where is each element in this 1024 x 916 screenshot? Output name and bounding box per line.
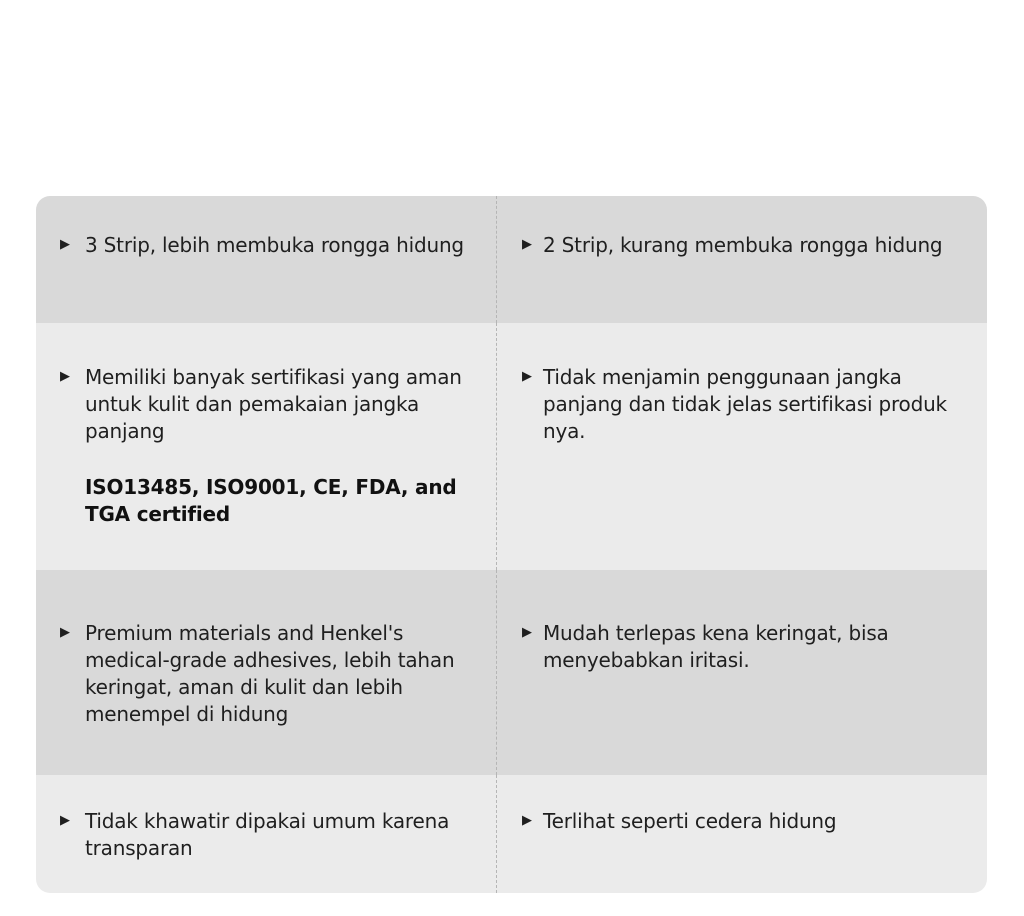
triangle-right-icon: ▶ (522, 369, 532, 384)
certification-text: ISO13485, ISO9001, CE, FDA, and TGA certified (85, 475, 457, 526)
triangle-right-icon: ▶ (60, 369, 70, 384)
cell-text: Terlihat seperti cedera hidung (543, 809, 837, 833)
triangle-right-icon: ▶ (522, 625, 532, 640)
cell-text: Premium materials and Henkel's medical-grade adhesives, lebih tahan keringat, aman di kulit dan lebih menempel di hidung (85, 621, 455, 726)
cell-text: Memiliki banyak sertifikasi yang aman untuk kulit dan pemakaian jangka panjang (85, 365, 462, 443)
cell-right (497, 775, 987, 893)
cell-right (497, 196, 987, 323)
comparison-table (36, 196, 987, 893)
triangle-right-icon: ▶ (522, 813, 532, 828)
cell-left (36, 775, 497, 893)
cell-text: Tidak khawatir dipakai umum karena transparan (85, 809, 450, 860)
cell-right (497, 323, 987, 570)
comparison-row (36, 196, 987, 323)
cell-right (497, 570, 987, 775)
comparison-row (36, 570, 987, 775)
triangle-right-icon: ▶ (60, 237, 70, 252)
triangle-right-icon: ▶ (60, 625, 70, 640)
cell-text: Mudah terlepas kena keringat, bisa menyebabkan iritasi. (543, 621, 889, 672)
cell-text: 2 Strip, kurang membuka rongga hidung (543, 233, 943, 257)
triangle-right-icon: ▶ (60, 813, 70, 828)
comparison-row (36, 775, 987, 893)
cell-text: 3 Strip, lebih membuka rongga hidung (85, 233, 464, 257)
triangle-right-icon: ▶ (522, 237, 532, 252)
cell-left (36, 196, 497, 323)
cell-left (36, 570, 497, 775)
cell-text: Tidak menjamin penggunaan jangka panjang dan tidak jelas sertifikasi produk nya. (543, 365, 947, 443)
comparison-row (36, 323, 987, 570)
cell-left (36, 323, 497, 570)
